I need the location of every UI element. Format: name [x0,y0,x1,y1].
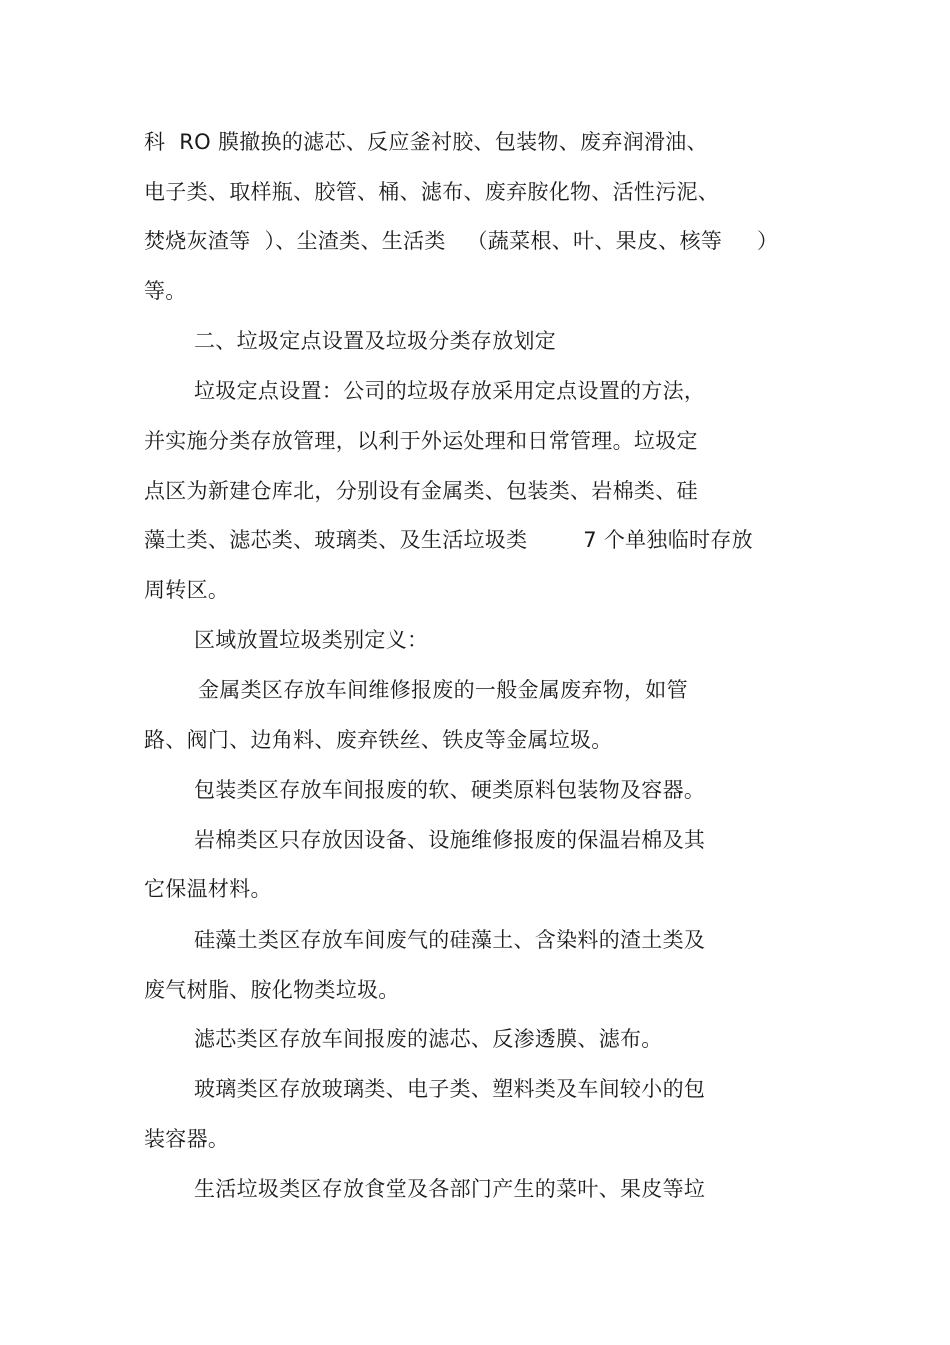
paragraph-line: 生活垃圾类区存放食堂及各部门产生的菜叶、果皮等垃 [194,1177,706,1201]
paragraph-line: 点区为新建仓库北，分别设有金属类、包装类、岩棉类、硅 [144,479,698,503]
paragraph-line: 垃圾定点设置：公司的垃圾存放采用定点设置的方法， [194,379,706,403]
paragraph-line: 硅藻土类区存放车间废气的硅藻土、含染料的渣土类及 [194,928,706,952]
paragraph-line: 废气树脂、胺化物类垃圾。 [144,978,400,1002]
paragraph-line: 科 RO 膜撤换的滤芯、反应釜衬胶、包装物、废弃润滑油、 [144,130,708,154]
section-heading: 二、垃圾定点设置及垃圾分类存放划定 [194,329,557,353]
paragraph-line: 它保温材料。 [144,877,272,901]
paragraph-line: 藻土类、滤芯类、玻璃类、及生活垃圾类 7 个单独临时存放 [144,528,753,552]
paragraph-line: 周转区。 [144,578,230,602]
paragraph-line: 滤芯类区存放车间报废的滤芯、反渗透膜、滤布。 [194,1027,663,1051]
paragraph-line: 装容器。 [144,1127,230,1151]
paragraph-line: 金属类区存放车间维修报废的一般金属废弃物，如管 [198,678,688,702]
paragraph-line: 电子类、取样瓶、胶管、桶、滤布、废弃胺化物、活性污泥、 [144,180,720,204]
paragraph-line: 路、阀门、边角料、废弃铁丝、铁皮等金属垃圾。 [144,728,613,752]
paragraph-line: 玻璃类区存放玻璃类、电子类、塑料类及车间较小的包 [194,1077,706,1101]
subheading: 区域放置垃圾类别定义： [194,628,429,652]
paragraph-line: 岩棉类区只存放因设备、设施维修报废的保温岩棉及其 [194,828,706,852]
paragraph-line: 焚烧灰渣等 ）、尘渣类、生活类 （蔬菜根、叶、果皮、核等 ） [144,229,779,253]
paragraph-line: 并实施分类存放管理，以利于外运处理和日常管理。垃圾定 [144,429,698,453]
paragraph-line: 包装类区存放车间报废的软、硬类原料包装物及容器。 [194,778,706,802]
paragraph-line: 等。 [144,279,187,303]
